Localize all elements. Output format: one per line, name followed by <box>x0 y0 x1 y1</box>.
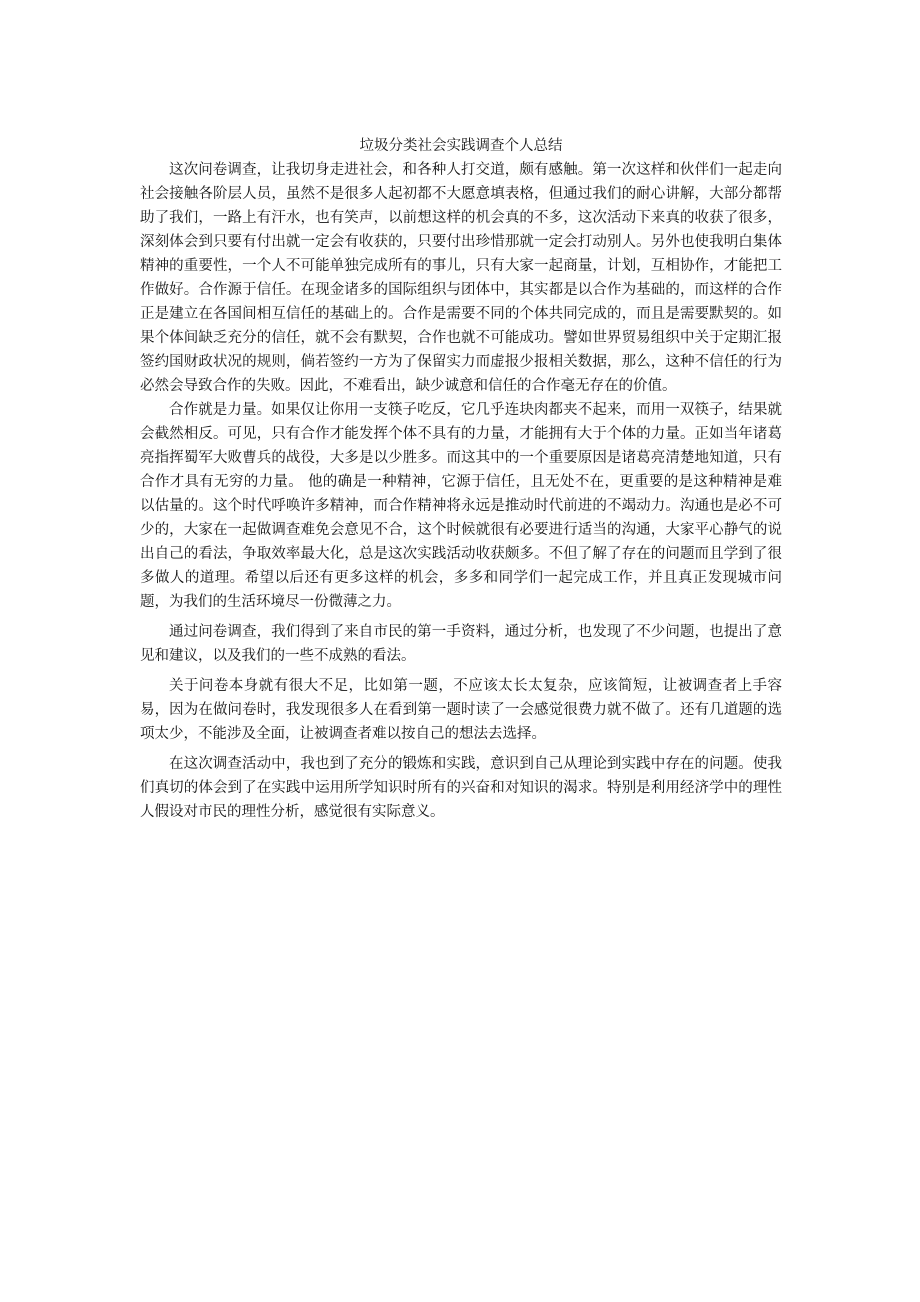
paragraph-1: 这次问卷调查，让我切身走进社会，和各种人打交道，颇有感触。第一次这样和伙伴们一起走向社会接触各阶层人员，虽然不是很多人起初都不大愿意填表格，但通过我们的耐心讲解，大部分都帮助了我们，一路上有汗水，也有笑声，以前想这样的机会真的不多，这次活动下来真的收获了很多，深刻体会到只要有付出就一定会有收获的，只要付出珍惜那就一定会打动别人。另外也使我明白集体精神的重要性，一个人不可能单独完成所有的事儿，只有大家一起商量，计划，互相协作，才能把工作做好。合作源于信任。在现金诸多的国际组织与团体中，其实都是以合作为基础的，而这样的合作正是建立在各国间相互信任的基础上的。合作是需要不同的个体共同完成的，而且是需要默契的。如果个体间缺乏充分的信任，就不会有默契，合作也就不可能成功。譬如世界贸易组织中关于定期汇报签约国财政状况的规则，倘若签约一方为了保留实力而虚报少报相关数据，那么，这种不信任的行为必然会导致合作的失败。因此，不难看出，缺少诚意和信任的合作毫无存在的价值。 <box>140 162 782 394</box>
document-title: 垃圾分类社会实践调查个人总结 <box>359 138 563 154</box>
paragraph-5: 在这次调查活动中，我也到了充分的锻炼和实践，意识到自己从理论到实践中存在的问题。使我们真切的体会到了在实践中运用所学知识时所有的兴奋和对知识的渴求。特别是利用经济学中的理性人假设对市民的理性分析，感觉很有实际意义。 <box>140 756 782 820</box>
paragraph-4: 关于问卷本身就有很大不足，比如第一题，不应该太长太复杂，应该简短，让被调查者上手容易，因为在做问卷时，我发现很多人在看到第一题时读了一会感觉很费力就不做了。还有几道题的选项太少，不能涉及全面，让被调查者难以按自己的想法去选择。 <box>140 678 782 742</box>
document-body <box>140 134 782 824</box>
paragraph-3: 通过问卷调查，我们得到了来自市民的第一手资料，通过分析，也发现了不少问题，也提出了意见和建议，以及我们的一些不成熟的看法。 <box>140 624 782 664</box>
paragraph-2: 合作就是力量。如果仅让你用一支筷子吃反，它几乎连块肉都夹不起来，而用一双筷子，结果就会截然相反。可见，只有合作才能发挥个体不具有的力量，才能拥有大于个体的力量。正如当年诸葛亮指挥蜀军大败曹兵的战役，大多是以少胜多。而这其中的一个重要原因是诸葛亮清楚地知道，只有合作才具有无穷的力量。 他的确是一种精神，它源于信任，且无处不在，更重要的是这种精神是难以估量的。这个时代呼唤许多精神，而合作精神将永远是推动时代前进的不竭动力。沟通也是必不可少的，大家在一起做调查难免会意见不合，这个时候就很有必要进行适当的沟通，大家平心静气的说出自己的看法，争取效率最大化，总是这次实践活动收获颇多。不但了解了存在的问题而且学到了很多做人的道理。希望以后还有更多这样的机会，多多和同学们一起完成工作，并且真正发现城市问题，为我们的生活环境尽一份微薄之力。 <box>140 402 782 610</box>
